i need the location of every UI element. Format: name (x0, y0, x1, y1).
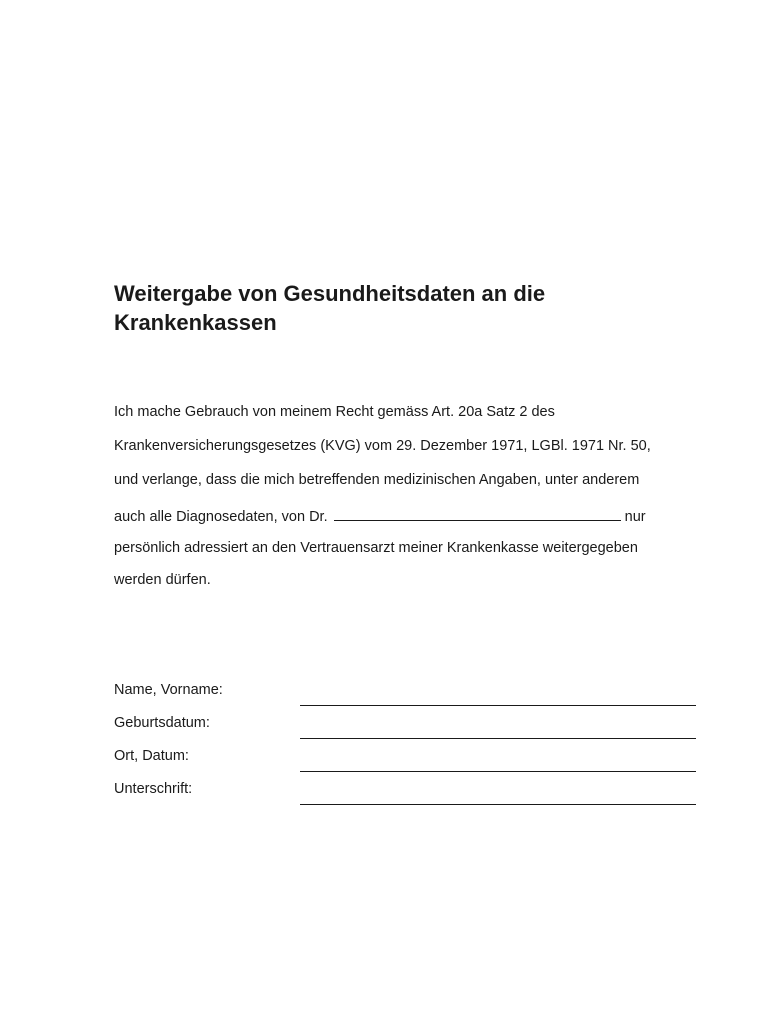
paragraph-line-3: und verlange, dass die mich betreffenden medizinischen Angaben, unter anderem (114, 472, 640, 488)
doctor-name-blank[interactable] (334, 504, 621, 521)
signature-field-line[interactable] (300, 804, 696, 805)
name-label: Name, Vorname: (114, 682, 223, 698)
document-title (114, 279, 674, 337)
birthdate-label: Geburtsdatum: (114, 715, 210, 731)
paragraph-line-4-end: nur (624, 509, 646, 525)
signature-label: Unterschrift: (114, 781, 193, 797)
signature-row (114, 779, 696, 805)
paragraph-line-5: persönlich adressiert an den Vertrauensarzt meiner Krankenkasse weitergegeben (114, 540, 638, 556)
place-date-field-line[interactable] (300, 771, 696, 772)
title-line-2: Krankenkassen (114, 310, 277, 335)
paragraph-line-4-start: auch alle Diagnosedaten, von Dr. (114, 509, 328, 525)
paragraph-line-6: werden dürfen. (114, 572, 211, 588)
place-date-row (114, 746, 696, 772)
place-date-label: Ort, Datum: (114, 748, 189, 764)
name-field-line[interactable] (300, 705, 696, 706)
paragraph-line-4 (114, 504, 646, 527)
title-line-1: Weitergabe von Gesundheitsdaten an die (114, 281, 546, 306)
paragraph-line-2: Krankenversicherungsgesetzes (KVG) vom 29. Dezember 1971, LGBl. 1971 Nr. 50, (114, 438, 651, 454)
birthdate-row (114, 713, 696, 739)
paragraph-line-1: Ich mache Gebrauch von meinem Recht gemäss Art. 20a Satz 2 des (114, 404, 555, 420)
name-row (114, 680, 696, 706)
birthdate-field-line[interactable] (300, 738, 696, 739)
